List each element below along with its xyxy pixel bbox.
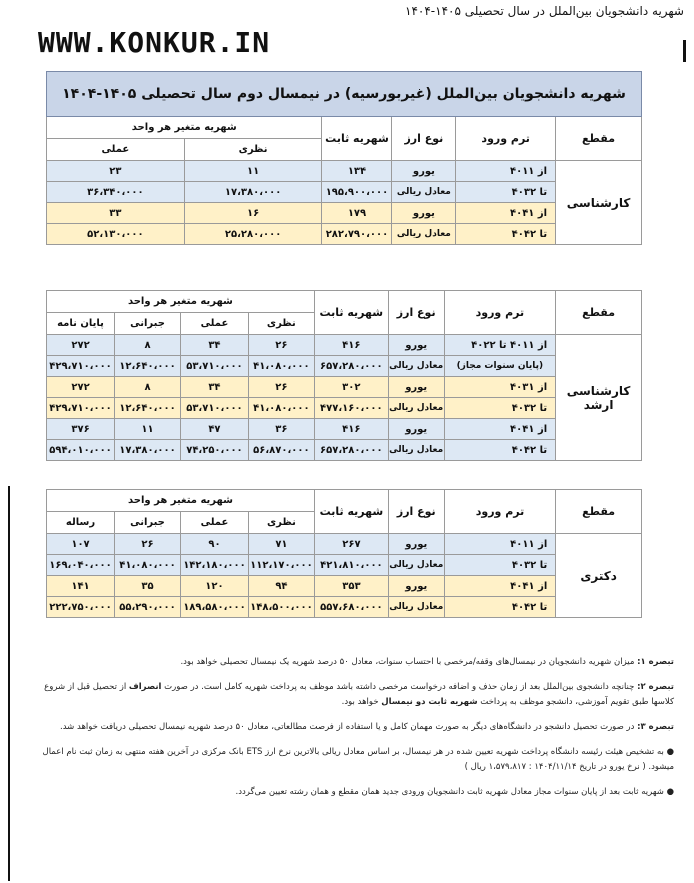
note-label: تبصره ۲: (637, 682, 674, 692)
header-fixed: شهریه ثابت (322, 117, 392, 161)
header-variable: شهریه متغیر هر واحد (47, 291, 315, 313)
entry-to: تا ۴۰۳۲ (444, 398, 556, 419)
thesis-cell: ۱۶۹،۰۴۰،۰۰۰ (47, 555, 115, 576)
header-variable: شهریه متغیر هر واحد (47, 117, 322, 139)
practical-cell: ۵۳،۷۱۰،۰۰۰ (180, 356, 248, 377)
currency-cell: معادل ریالی (388, 440, 444, 461)
practical-cell: ۱۸۹،۵۸۰،۰۰۰ (180, 597, 248, 618)
header-theory: نظری (184, 139, 322, 161)
thesis-cell: ۳۷۶ (47, 419, 115, 440)
theory-cell: ۱۴۸،۵۰۰،۰۰۰ (248, 597, 314, 618)
practical-cell: ۳۴ (180, 377, 248, 398)
header-thesis: رساله (47, 512, 115, 534)
currency-cell: یورو (388, 576, 444, 597)
header-entry: ترم ورود (456, 117, 556, 161)
entry-from: از ۴۰۴۱ (456, 203, 556, 224)
practical-cell: ۲۳ (47, 161, 185, 182)
currency-cell: معادل ریالی (388, 597, 444, 618)
header-currency: نوع ارز (388, 490, 444, 534)
header-entry: ترم ورود (444, 291, 556, 335)
header-compensatory: جبرانی (115, 313, 181, 335)
theory-cell: ۲۶ (248, 377, 314, 398)
table-row (47, 182, 642, 203)
fixed-cell: ۱۷۹ (322, 203, 392, 224)
currency-cell: معادل ریالی (392, 182, 456, 203)
fixed-cell: ۳۰۲ (314, 377, 388, 398)
table-row (47, 203, 642, 224)
fixed-cell: ۵۵۷،۶۸۰،۰۰۰ (314, 597, 388, 618)
table-row (47, 224, 642, 245)
practical-cell: ۱۴۲،۱۸۰،۰۰۰ (180, 555, 248, 576)
masters-fee-table (46, 290, 642, 461)
currency-cell: یورو (388, 534, 444, 555)
header-segment: مقطع (556, 117, 642, 161)
thesis-cell: ۲۲۲،۷۵۰،۰۰۰ (47, 597, 115, 618)
table-row (47, 161, 642, 182)
practical-cell: ۴۷ (180, 419, 248, 440)
entry-from: از ۴۰۴۱ (444, 419, 556, 440)
fixed-cell: ۱۳۴ (322, 161, 392, 182)
header-segment: مقطع (556, 490, 642, 534)
bullet-1 (34, 745, 674, 775)
table-row (47, 555, 642, 576)
theory-cell: ۹۴ (248, 576, 314, 597)
note-label: تبصره ۳: (637, 722, 674, 732)
table-row (47, 377, 642, 398)
entry-to: (پایان سنوات مجاز) (444, 356, 556, 377)
note-bold: شهریه ثابت دو نیمسال (381, 697, 478, 707)
note-text: به تشخیص هیئت رئیسه دانشگاه پرداخت شهریه تعیین شده در هر نیمسال، بر اساس معادل ریالی بالاترین نرخ ارز ETS بانک مرکزی در آخرین هفته منتهی به زمان ثبت نام اعمال میشود. ( نرخ یورو در تاریخ ۱۴۰۴/۱۱/۱۴ : ۱،۵۷۹،۸۱۷ ریال ) (42, 747, 674, 772)
table-row (47, 597, 642, 618)
segment-cell: کارشناسی (556, 161, 642, 245)
header-currency: نوع ارز (392, 117, 456, 161)
theory-cell: ۷۱ (248, 534, 314, 555)
currency-cell: یورو (388, 419, 444, 440)
theory-cell: ۳۶ (248, 419, 314, 440)
currency-cell: معادل ریالی (388, 555, 444, 576)
divider (683, 40, 686, 62)
fixed-cell: ۶۵۷،۲۸۰،۰۰۰ (314, 356, 388, 377)
fixed-cell: ۲۸۲،۷۹۰،۰۰۰ (322, 224, 392, 245)
notes-section (34, 655, 674, 810)
currency-cell: یورو (392, 203, 456, 224)
header-compensatory: جبرانی (115, 512, 181, 534)
divider (8, 486, 10, 881)
entry-from: از ۴۰۱۱ (444, 534, 556, 555)
page-title: شهریه دانشجویان بین‌الملل در سال تحصیلی ۱۴۰۵-۱۴۰۴ (405, 4, 684, 18)
header-fixed: شهریه ثابت (314, 291, 388, 335)
header-fixed: شهریه ثابت (314, 490, 388, 534)
thesis-cell: ۵۹۴،۰۱۰،۰۰۰ (47, 440, 115, 461)
header-thesis: پایان نامه (47, 313, 115, 335)
thesis-cell: ۲۷۲ (47, 335, 115, 356)
compensatory-cell: ۸ (115, 377, 181, 398)
practical-cell: ۳۴ (180, 335, 248, 356)
thesis-cell: ۱۴۱ (47, 576, 115, 597)
fixed-cell: ۴۲۱،۸۱۰،۰۰۰ (314, 555, 388, 576)
practical-cell: ۵۲،۱۳۰،۰۰۰ (47, 224, 185, 245)
bullet-icon: ● (663, 787, 674, 797)
theory-cell: ۱۱ (184, 161, 322, 182)
theory-cell: ۴۱،۰۸۰،۰۰۰ (248, 398, 314, 419)
entry-from: از ۴۰۳۱ (444, 377, 556, 398)
table-row (47, 335, 642, 356)
compensatory-cell: ۴۱،۰۸۰،۰۰۰ (115, 555, 181, 576)
entry-to: تا ۴۰۴۲ (456, 224, 556, 245)
note-label: تبصره ۱: (637, 657, 674, 667)
entry-to: تا ۴۰۴۲ (444, 597, 556, 618)
practical-cell: ۵۳،۷۱۰،۰۰۰ (180, 398, 248, 419)
entry-to: تا ۴۰۴۲ (444, 440, 556, 461)
theory-cell: ۵۶،۸۷۰،۰۰۰ (248, 440, 314, 461)
table-row (47, 398, 642, 419)
note-text: از تحصیل قبل از شروع کلاسها طبق تقویم آموزشی، دانشجو موظف به پرداخت (44, 682, 674, 707)
currency-cell: معادل ریالی (388, 356, 444, 377)
table-row (47, 440, 642, 461)
fixed-cell: ۱۹۵،۹۰۰،۰۰۰ (322, 182, 392, 203)
header-variable: شهریه متغیر هر واحد (47, 490, 315, 512)
header-practical: عملی (180, 512, 248, 534)
practical-cell: ۳۳ (47, 203, 185, 224)
bachelor-fee-table (46, 71, 642, 245)
bullet-2 (34, 785, 674, 800)
theory-cell: ۱۶ (184, 203, 322, 224)
note-text: چنانچه دانشجوی بین‌الملل بعد از زمان حذف و اضافه درخواست مرخصی داشته باشد موظف به پرداخت شهریه کامل است. در صورت (164, 682, 635, 692)
practical-cell: ۹۰ (180, 534, 248, 555)
table-row (47, 356, 642, 377)
note-bold: انصراف (128, 682, 162, 692)
compensatory-cell: ۱۷،۳۸۰،۰۰۰ (115, 440, 181, 461)
currency-cell: معادل ریالی (388, 398, 444, 419)
entry-to: تا ۴۰۳۲ (456, 182, 556, 203)
thesis-cell: ۴۲۹،۷۱۰،۰۰۰ (47, 398, 115, 419)
header-theory: نظری (248, 313, 314, 335)
header-practical: عملی (47, 139, 185, 161)
currency-cell: یورو (392, 161, 456, 182)
note-2 (34, 680, 674, 710)
practical-cell: ۳۶،۳۴۰،۰۰۰ (47, 182, 185, 203)
theory-cell: ۲۵،۲۸۰،۰۰۰ (184, 224, 322, 245)
compensatory-cell: ۸ (115, 335, 181, 356)
currency-cell: معادل ریالی (392, 224, 456, 245)
table-row (47, 534, 642, 555)
header-theory: نظری (248, 512, 314, 534)
currency-cell: یورو (388, 335, 444, 356)
watermark: WWW.KONKUR.IN (38, 26, 271, 59)
note-3 (34, 720, 674, 735)
note-text: خواهد بود. (341, 697, 379, 707)
entry-to: تا ۴۰۳۲ (444, 555, 556, 576)
fixed-cell: ۴۷۷،۱۶۰،۰۰۰ (314, 398, 388, 419)
theory-cell: ۴۱،۰۸۰،۰۰۰ (248, 356, 314, 377)
thesis-cell: ۴۲۹،۷۱۰،۰۰۰ (47, 356, 115, 377)
segment-cell: کارشناسی ارشد (556, 335, 642, 461)
theory-cell: ۱۷،۳۸۰،۰۰۰ (184, 182, 322, 203)
header-segment: مقطع (556, 291, 642, 335)
entry-from: از ۴۰۱۱ تا ۴۰۲۲ (444, 335, 556, 356)
practical-cell: ۷۴،۲۵۰،۰۰۰ (180, 440, 248, 461)
entry-from: از ۴۰۴۱ (444, 576, 556, 597)
table-row (47, 419, 642, 440)
fixed-cell: ۴۱۶ (314, 335, 388, 356)
compensatory-cell: ۱۲،۶۴۰،۰۰۰ (115, 398, 181, 419)
bullet-icon: ● (663, 747, 674, 757)
currency-cell: یورو (388, 377, 444, 398)
note-text: میزان شهریه دانشجویان در نیمسال‌های وقفه/مرخصی با احتساب سنوات، معادل ۵۰ درصد شهریه یک نیمسال تحصیلی خواهد بود. (180, 657, 635, 667)
compensatory-cell: ۳۵ (115, 576, 181, 597)
compensatory-cell: ۱۲،۶۴۰،۰۰۰ (115, 356, 181, 377)
theory-cell: ۱۱۲،۱۷۰،۰۰۰ (248, 555, 314, 576)
fixed-cell: ۴۱۶ (314, 419, 388, 440)
thesis-cell: ۲۷۲ (47, 377, 115, 398)
header-currency: نوع ارز (388, 291, 444, 335)
theory-cell: ۲۶ (248, 335, 314, 356)
practical-cell: ۱۲۰ (180, 576, 248, 597)
phd-fee-table (46, 489, 642, 618)
note-text: در صورت تحصیل دانشجو در دانشگاه‌های دیگر به صورت مهمان کامل و یا استفاده از فرصت مطالعاتی، معادل ۵۰ درصد شهریه نیمسال تحصیلی دریافت خواهد شد. (60, 722, 635, 732)
compensatory-cell: ۵۵،۲۹۰،۰۰۰ (115, 597, 181, 618)
note-1 (34, 655, 674, 670)
thesis-cell: ۱۰۷ (47, 534, 115, 555)
table-row (47, 576, 642, 597)
entry-from: از ۴۰۱۱ (456, 161, 556, 182)
fixed-cell: ۶۵۷،۲۸۰،۰۰۰ (314, 440, 388, 461)
note-text: شهریه ثابت بعد از پایان سنوات مجاز معادل شهریه ثابت دانشجویان ورودی جدید همان مقطع و همان رشته تعیین می‌گردد. (235, 787, 664, 797)
header-practical: عملی (180, 313, 248, 335)
fixed-cell: ۳۵۳ (314, 576, 388, 597)
compensatory-cell: ۲۶ (115, 534, 181, 555)
compensatory-cell: ۱۱ (115, 419, 181, 440)
header-entry: ترم ورود (444, 490, 556, 534)
fixed-cell: ۲۶۷ (314, 534, 388, 555)
table-title: شهریه دانشجویان بین‌الملل (غیربورسیه) در نیمسال دوم سال تحصیلی ۱۴۰۵-۱۴۰۴ (47, 72, 642, 117)
segment-cell: دکتری (556, 534, 642, 618)
